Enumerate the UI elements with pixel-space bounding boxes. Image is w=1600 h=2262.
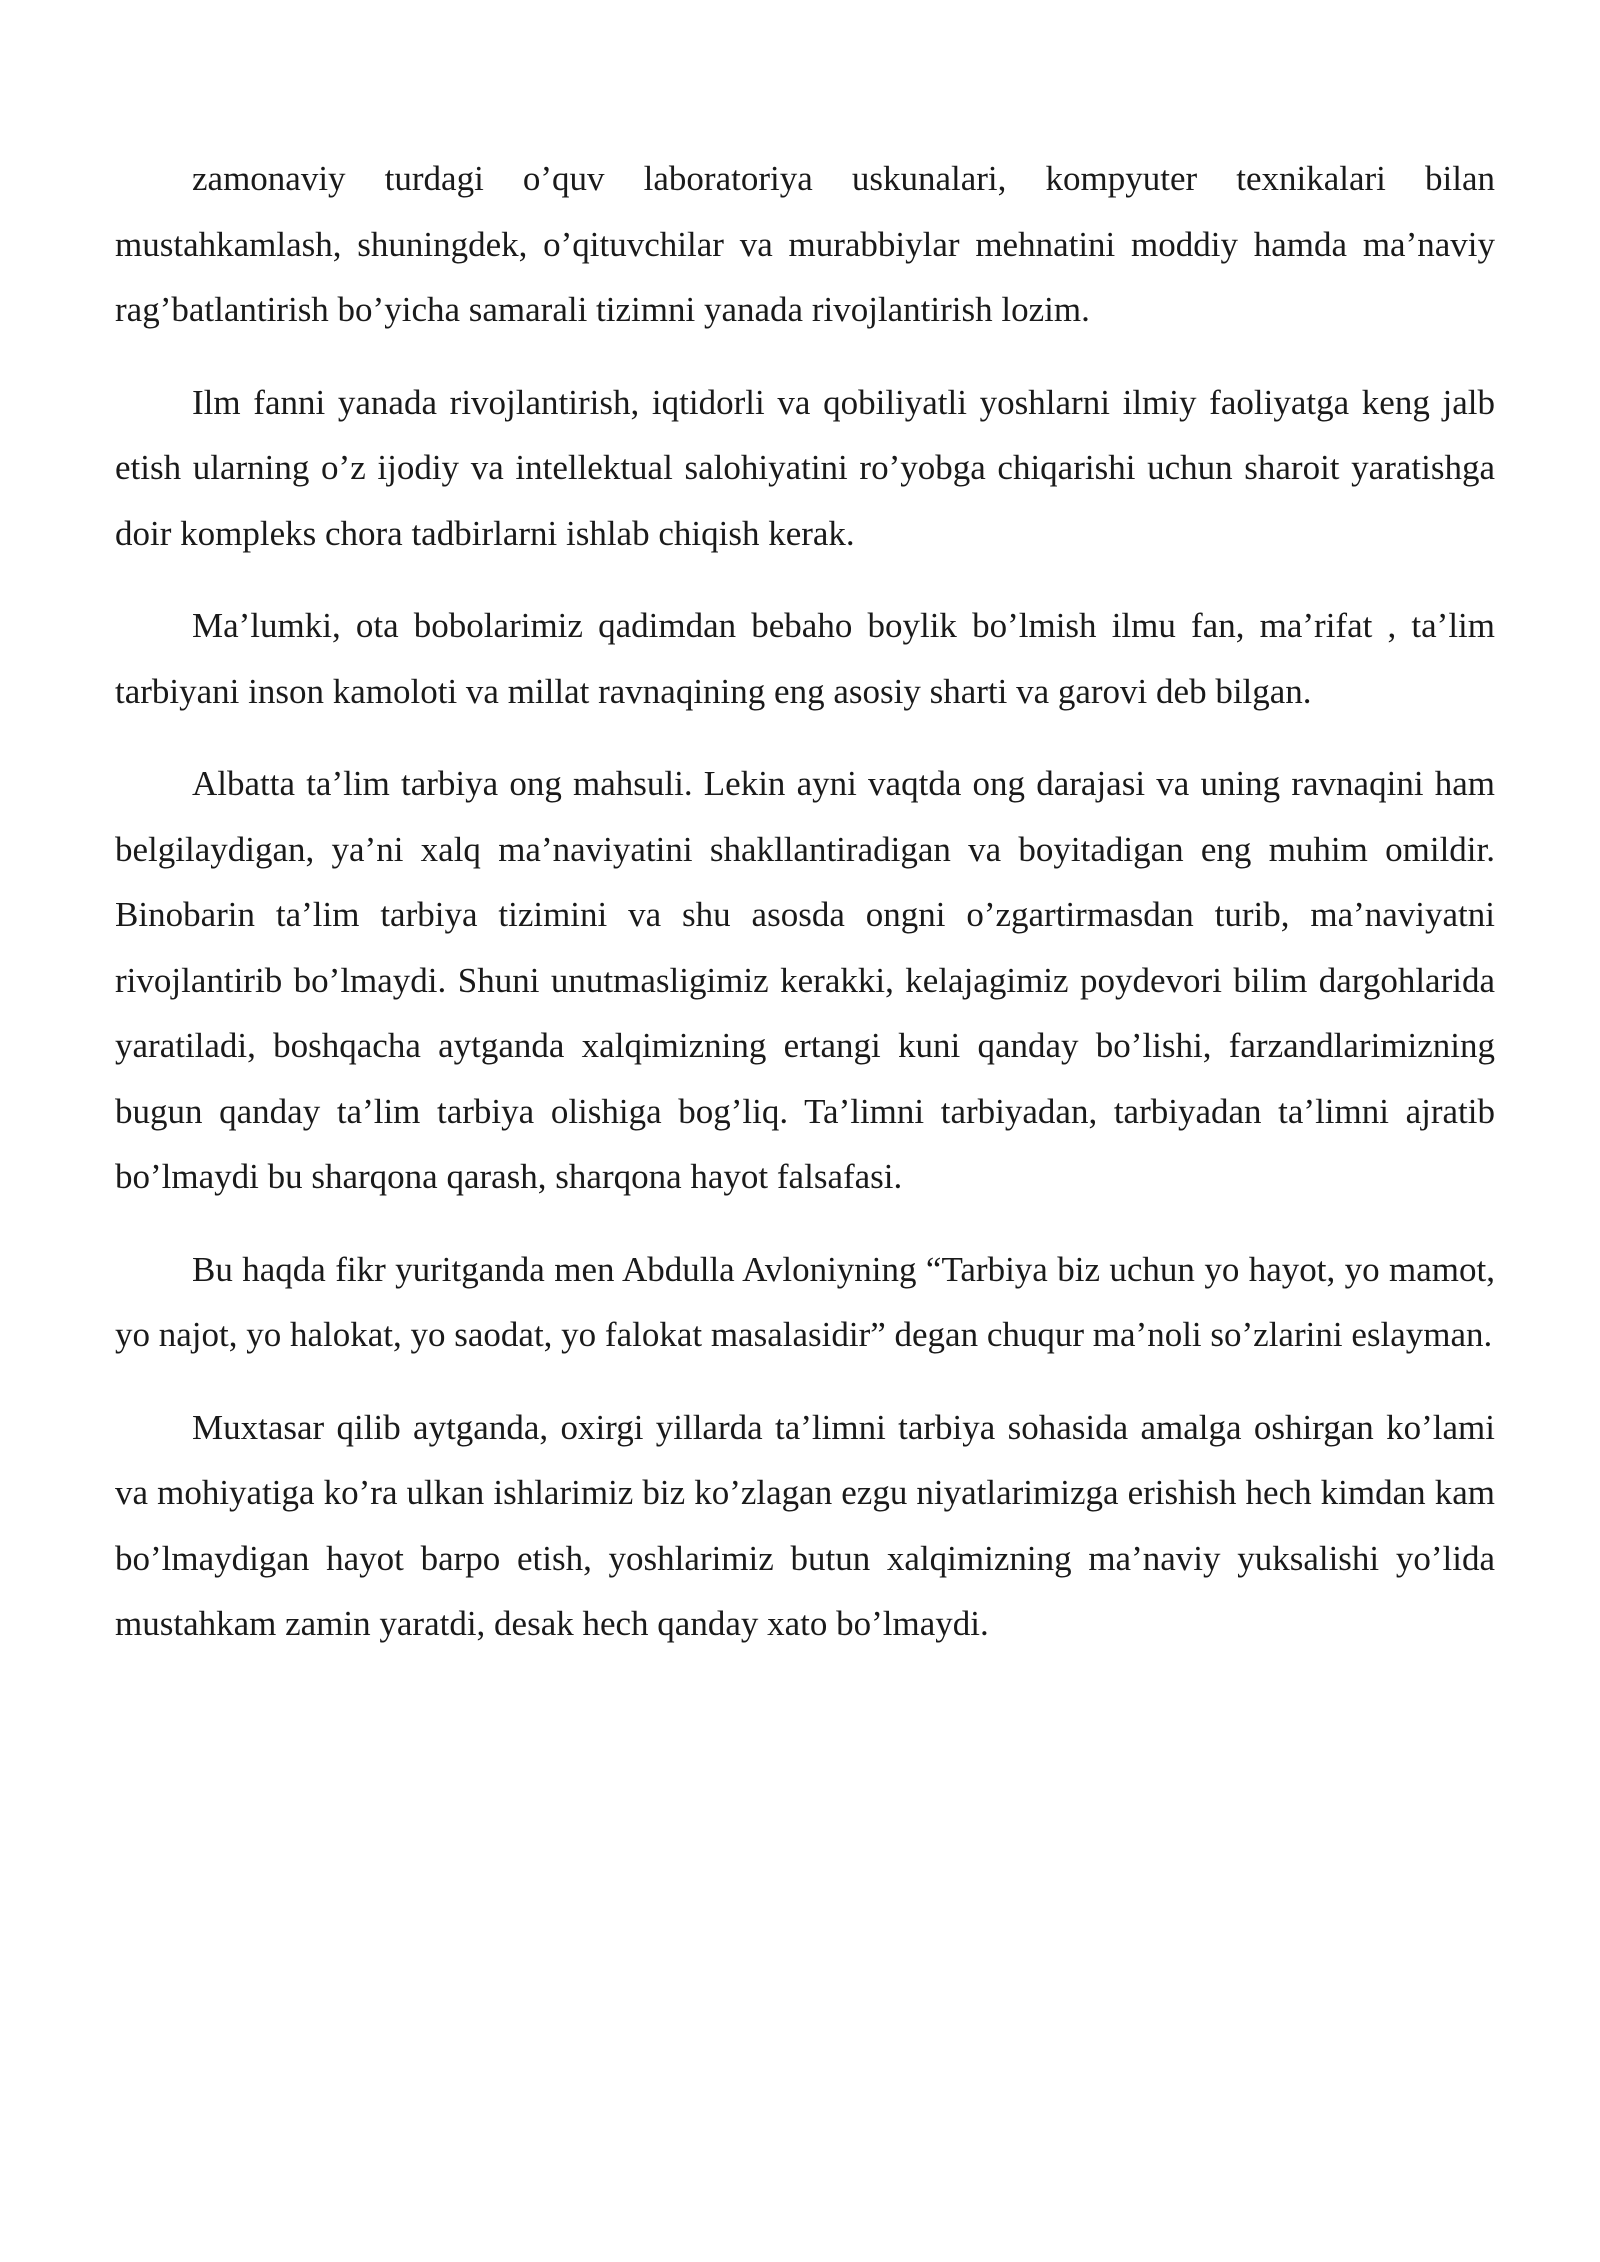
paragraph-2: Ilm fanni yanada rivojlantirish, iqtidorli va qobiliyatli yoshlarni ilmiy faoliyatga keng jalb etish ularning o’z ijodiy va intellektual salohiyatini ro’yobga chiqarishi uchun sharoit yaratishga doir kompleks chora tadbirlarni ishlab chiqish kerak.: [115, 382, 1495, 553]
paragraph-4: Albatta ta’lim tarbiya ong mahsuli. Lekin ayni vaqtda ong darajasi va uning ravnaqini ham belgilaydigan, ya’ni xalq ma’naviyatini shakllantiradigan va boyitadigan eng muhim omildir. Binobarin ta’lim tarbiya tizimini va shu asosda ongni o’zgartirmasdan turib, ma’naviyatni rivojlantirib bo’lmaydi. Shuni unutmasligimiz kerakki, kelajagimiz poydevori bilim dargohlarida yaratiladi, boshqacha aytganda xalqimizning ertangi kuni qanday bo’lishi, farzandlarimizning bugun qanday ta’lim tarbiya olishiga bog’liq. Ta’limni tarbiyadan, tarbiyadan ta’limni ajratib bo’lmaydi bu sharqona qarash, sharqona hayot falsafasi.: [115, 764, 1495, 1196]
paragraph-1: zamonaviy turdagi o’quv laboratoriya uskunalari, kompyuter texnikalari bilan mustahkamlash, shuningdek, o’qituvchilar va murabbiylar mehnatini moddiy hamda ma’naviy rag’batlantirish bo’yicha samarali tizimni yanada rivojlantirish lozim.: [115, 159, 1495, 329]
document-page: [115, 146, 1495, 1684]
paragraph-6: Muxtasar qilib aytganda, oxirgi yillarda ta’limni tarbiya sohasida amalga oshirgan ko’lami va mohiyatiga ko’ra ulkan ishlarimiz biz ko’zlagan ezgu niyatlarimizga erishish hech kimdan kam bo’lmaydigan hayot barpo etish, yoshlarimiz butun xalqimizning ma’naviy yuksalishi yo’lida mustahkam zamin yaratdi, desak hech qanday xato bo’lmaydi.: [115, 1407, 1495, 1643]
paragraph-3: Ma’lumki, ota bobolarimiz qadimdan bebaho boylik bo’lmish ilmu fan, ma’rifat , ta’lim tarbiyani inson kamoloti va millat ravnaqining eng asosiy sharti va garovi deb bilgan.: [115, 606, 1495, 711]
paragraph-5: Bu haqda fikr yuritganda men Abdulla Avloniyning “Tarbiya biz uchun yo hayot, yo mamot, yo najot, yo halokat, yo saodat, yo falokat masalasidir” degan chuqur ma’noli so’zlarini eslayman.: [115, 1249, 1495, 1354]
